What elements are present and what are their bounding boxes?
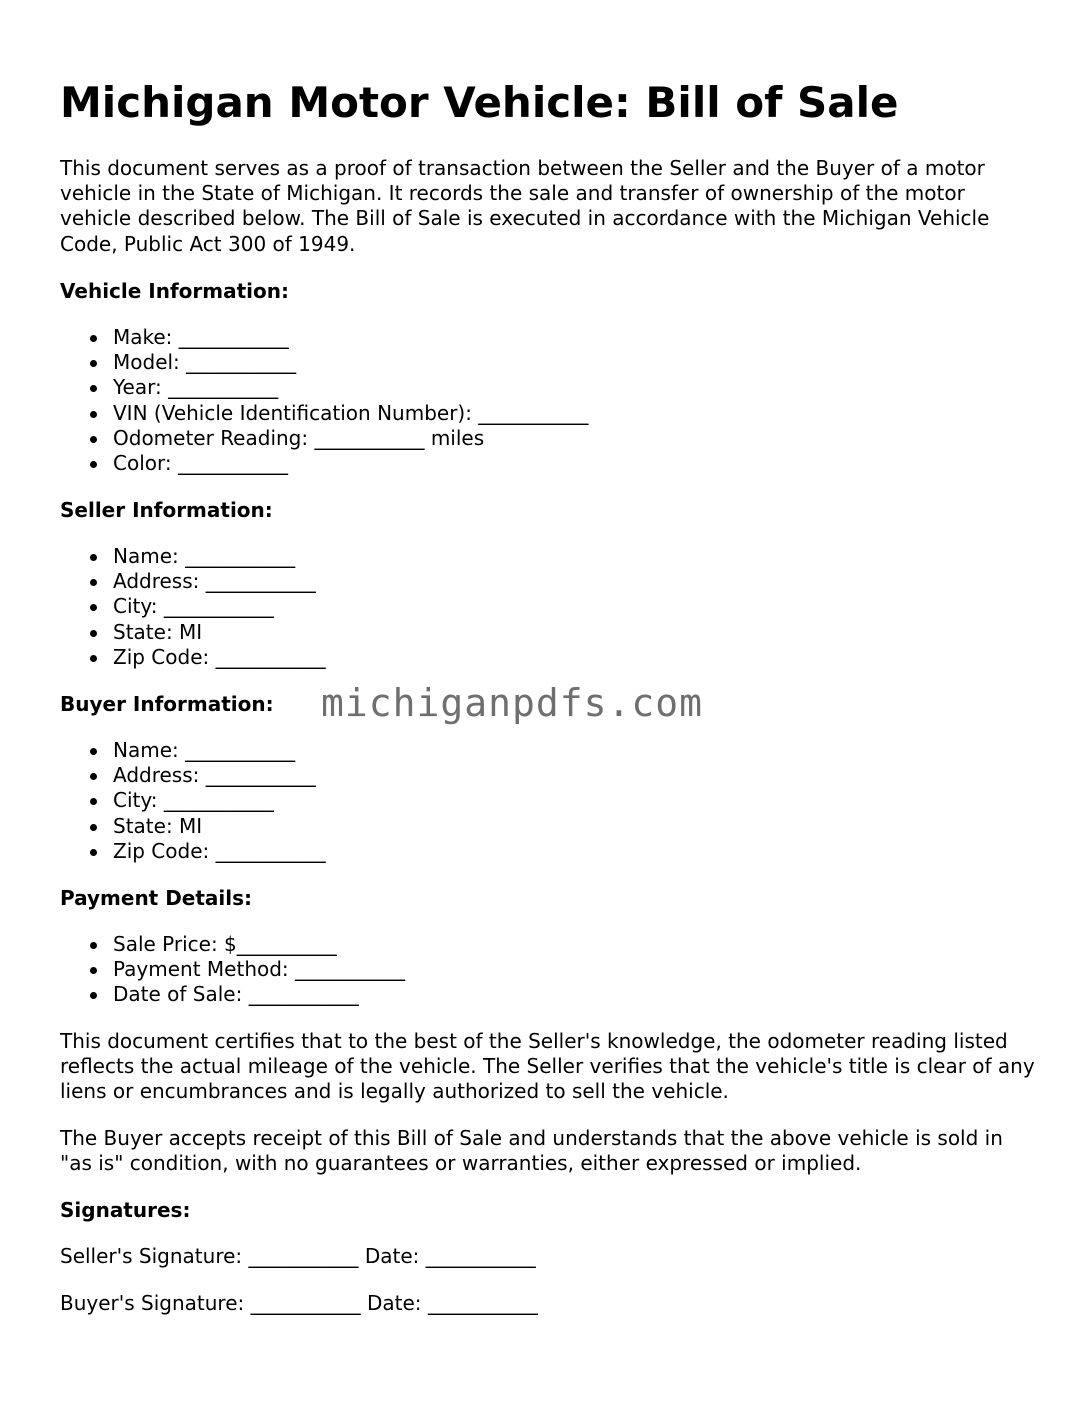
buyer-info-list: [60, 738, 326, 864]
list-item: Year: ___________: [113, 375, 588, 400]
list-item: Zip Code: ___________: [113, 838, 326, 863]
list-item: Model: ___________: [113, 350, 588, 375]
list-item: State: MI: [113, 814, 326, 839]
watermark-text: michiganpdfs.com: [321, 681, 704, 725]
list-item: Sale Price: $__________: [113, 932, 405, 957]
payment-details-list: [60, 932, 405, 1008]
payment-details-heading: Payment Details:: [60, 886, 253, 910]
page-title: Michigan Motor Vehicle: Bill of Sale: [60, 78, 899, 127]
list-item: Odometer Reading: ___________ miles: [113, 426, 588, 451]
seller-info-heading: Seller Information:: [60, 498, 273, 522]
list-item: City: ___________: [113, 788, 326, 813]
list-item: State: MI: [113, 620, 326, 645]
buyer-info-heading: Buyer Information:: [60, 692, 274, 716]
acceptance-paragraph: The Buyer accepts receipt of this Bill of Sale and understands that the above vehicle is sold in "as is" condition, with no guarantees or warranties, either expressed or implied.: [60, 1126, 1003, 1176]
list-item: Date of Sale: ___________: [113, 982, 405, 1007]
list-item: VIN (Vehicle Identification Number): ___________: [113, 400, 589, 425]
intro-paragraph: This document serves as a proof of transaction between the Seller and the Buyer of a motor vehicle in the State of Michigan. It records the sale and transfer of ownership of the motor vehicle described below. The Bill of Sale is executed in accordance with the Michigan Vehicle Code, Public Act 300 of 1949.: [60, 156, 990, 256]
seller-info-list: [60, 544, 326, 670]
list-item: City: ___________: [113, 594, 326, 619]
list-item: Address: ___________: [113, 763, 326, 788]
signatures-heading: Signatures:: [60, 1198, 191, 1222]
seller-signature-line: Seller's Signature: ___________ Date: ___________: [60, 1244, 536, 1268]
certification-paragraph: This document certifies that to the best of the Seller's knowledge, the odometer reading listed reflects the actual mileage of the vehicle. The Seller verifies that the vehicle's title is clear of any liens or encumbrances and is legally authorized to sell the vehicle.: [60, 1029, 1035, 1104]
list-item: Address: ___________: [113, 569, 326, 594]
list-item: Name: ___________: [113, 738, 326, 763]
vehicle-info-heading: Vehicle Information:: [60, 279, 289, 303]
vehicle-info-list: [60, 325, 588, 476]
list-item: Payment Method: ___________: [113, 957, 406, 982]
list-item: Zip Code: ___________: [113, 644, 326, 669]
list-item: Make: ___________: [113, 325, 588, 350]
list-item: Name: ___________: [113, 544, 326, 569]
buyer-signature-line: Buyer's Signature: ___________ Date: ___________: [60, 1291, 538, 1315]
list-item: Color: ___________: [113, 451, 588, 476]
